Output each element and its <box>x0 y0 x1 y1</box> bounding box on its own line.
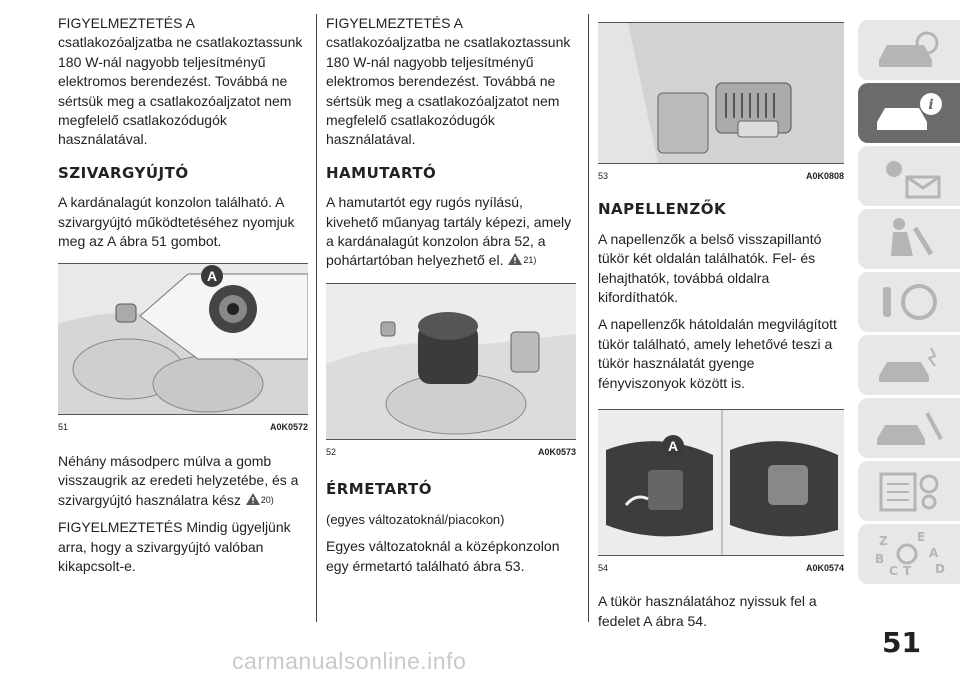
section-heading-cigarette-lighter: SZIVARGYÚJTÓ <box>58 163 189 182</box>
paragraph: Néhány másodperc múlva a gomb visszaugrik az eredeti helyzetébe, és a szivargyújtó használatra kész $^{20)}$ <box>58 452 299 508</box>
figure-image <box>598 22 844 164</box>
chapter-tab-safety[interactable] <box>858 209 960 269</box>
figure-number: 52 <box>326 446 337 457</box>
figure-code: A0K0808 <box>805 171 844 181</box>
figure-53 <box>598 22 844 186</box>
car-steering-icon <box>869 25 949 75</box>
figure-code: A0K0573 <box>537 446 576 457</box>
figure-52 <box>326 283 576 462</box>
section-subtitle: (egyes változatoknál/piacokon) <box>326 511 505 527</box>
figure-caption <box>598 559 844 578</box>
warning-paragraph: FIGYELMEZTETÉS A csatlakozóaljzatba ne csatlakoztassunk 180 W-nál nagyobb teljesítményű elektromos berendezést. Továbbá ne sértsük meg a csatlakozóaljzatot nem megfelelő csatlakozódugók használatával. <box>58 15 303 148</box>
chapter-tab-technical-data[interactable] <box>858 461 960 521</box>
car-service-tools-icon <box>869 403 949 453</box>
warning-lights-icon <box>869 151 949 201</box>
chapter-tab-warning-lights[interactable] <box>858 146 960 206</box>
figure-caption <box>326 443 576 462</box>
figure-code: A0K0572 <box>269 422 308 433</box>
column-right <box>598 22 844 639</box>
figure-54 <box>598 409 844 578</box>
index-letter: A <box>929 546 939 560</box>
figure-51 <box>58 263 308 437</box>
figure-number: 51 <box>58 422 69 433</box>
warning-reference: 20) <box>260 494 274 505</box>
paragraph: Egyes változatoknál a középkonzolon egy érmetartó található ábra 53. <box>326 538 560 574</box>
section-heading-coin-holder: ÉRMETARTÓ <box>326 480 433 499</box>
paragraph: A napellenzők a belső visszapillantó tükör két oldalán találhatók. Fel- és lehajthatók, továbbá oldalra kifordíthatók. <box>598 230 822 306</box>
index-letter: Z <box>879 534 888 548</box>
chapter-tab-dashboard[interactable] <box>858 20 960 80</box>
figure-number: 53 <box>598 171 609 181</box>
index-letter: T <box>903 564 912 578</box>
column-divider <box>316 14 317 622</box>
paragraph: A napellenzők hátoldalán megvilágított tükör található, amely lehetővé teszi a tükör használatát gyenge fényviszonyok között is. <box>598 316 837 391</box>
figure-label-badge: A <box>662 435 684 457</box>
page-number: 51 <box>882 626 921 659</box>
figure-caption <box>598 167 844 186</box>
figure-code: A0K0574 <box>805 563 844 574</box>
key-steering-wheel-icon <box>869 277 949 327</box>
index-letter: D <box>935 562 945 576</box>
car-info-icon <box>869 88 949 138</box>
figure-image <box>58 263 308 415</box>
index-letter: E <box>917 530 926 544</box>
figure-caption <box>58 418 308 437</box>
warning-paragraph: FIGYELMEZTETÉS A csatlakozóaljzatba ne csatlakoztassunk 180 W-nál nagyobb teljesítményű elektromos berendezést. Továbbá ne sértsük meg a csatlakozóaljzatot nem megfelelő csatlakozódugók használatával. <box>326 15 571 148</box>
column-middle <box>326 14 576 584</box>
watermark: carmanualsonline.info <box>232 648 467 674</box>
car-crash-icon <box>869 340 949 390</box>
figure-image <box>598 409 844 556</box>
airbag-icon <box>869 214 949 264</box>
column-left <box>58 14 308 584</box>
section-heading-sun-visors: NAPELLENZŐK <box>598 200 727 219</box>
chapter-tab-starting-driving[interactable] <box>858 272 960 332</box>
paragraph: A tükör használatához nyissuk fel a fedelet A ábra 54. <box>598 593 817 629</box>
svg-text:i: i <box>928 97 934 113</box>
chapter-tab-index[interactable] <box>858 524 960 584</box>
index-letter: B <box>875 552 885 566</box>
figure-image <box>326 283 576 440</box>
section-heading-ashtray: HAMUTARTÓ <box>326 163 437 182</box>
paragraph: A hamutartót egy rugós nyílású, kivehető műanyag tartály képezi, amely a kardánalagút konzolon ábra 52, a pohártartóban helyezhető el. $^{21)}$ <box>326 194 572 269</box>
index-letter: C <box>889 564 898 578</box>
checklist-gear-icon <box>869 466 949 516</box>
figure-label-badge: A <box>201 265 223 287</box>
warning-paragraph: FIGYELMEZTETÉS Mindig ügyeljünk arra, hogy a szivargyújtó valóban kikapcsolt-e. <box>58 519 291 574</box>
column-divider <box>588 14 589 622</box>
chapter-tab-emergency[interactable] <box>858 335 960 395</box>
warning-reference: 21) <box>523 255 537 266</box>
alphabet-index-icon <box>869 529 949 579</box>
paragraph: A kardánalagút konzolon található. A szivargyújtó működtetéséhez nyomjuk meg az A ábra 51 gombot. <box>58 194 295 250</box>
warning-triangle-icon <box>507 252 523 266</box>
chapter-tab-maintenance[interactable] <box>858 398 960 458</box>
warning-triangle-icon <box>245 492 261 506</box>
chapter-tab-getting-to-know[interactable] <box>858 83 960 143</box>
chapter-sidebar <box>858 20 960 587</box>
figure-number: 54 <box>598 563 609 574</box>
